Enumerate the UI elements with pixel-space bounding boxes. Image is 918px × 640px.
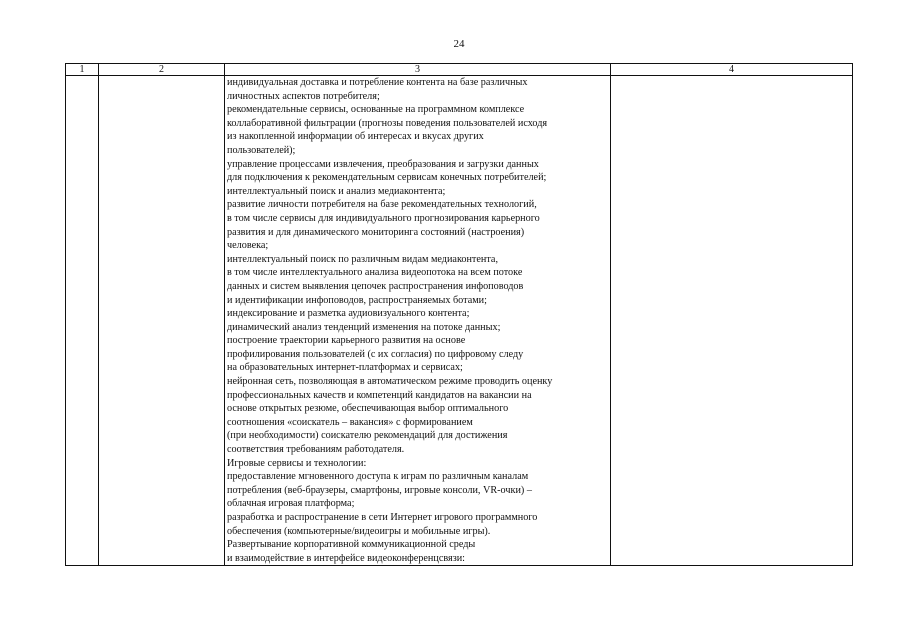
text-line: разработка и распространение в сети Интернет игрового программного [227,512,538,523]
text-line: развитие личности потребителя на базе рекомендательных технологий, [227,199,537,211]
text-line: управление процессами извлечения, преобразования и загрузки данных [227,158,539,170]
text-line: и взаимодействие в интерфейсе видеоконференцсвязи: [227,552,466,564]
text-line: в том числе сервисы для индивидуального прогнозирования карьерного [227,212,540,224]
text-line: обеспечения (компьютерные/видеоигры и мобильные игры). [227,525,491,537]
document-table [65,63,853,566]
text-line: из накопленной информации об интересах и вкусах других [227,131,484,143]
text-line: профилирования пользователей (с их согласия) по цифровому следу [227,348,524,360]
column-3-content [225,76,610,565]
table-header-row [66,64,853,76]
text-line: интеллектуальный поиск и анализ медиаконтента; [227,185,446,197]
page-number: 24 [453,38,465,50]
text-line: и идентификации инфоповодов, распространяемых ботами; [227,294,487,306]
text-line: индивидуальная доставка и потребление контента на базе различных [227,77,528,88]
text-line: динамический анализ тенденций изменения на потоке данных; [227,321,501,333]
text-line: Развертывание корпоративной коммуникационной среды [227,539,476,551]
text-line: предоставление мгновенного доступа к играм по различным каналам [227,471,529,483]
text-line: потребления (веб-браузеры, смартфоны, игровые консоли, VR-очки) – [227,484,532,496]
text-line: человека; [227,240,269,252]
text-line: соответствия требованиям работодателя. [227,444,405,456]
text-line: индексирование и разметка аудиовизуального контента; [227,308,470,320]
text-line: облачная игровая платформа; [227,498,355,510]
text-line: интеллектуальный поиск по различным видам медиаконтента, [227,253,498,265]
text-line: нейронная сеть, позволяющая в автоматическом режиме проводить оценку [227,376,553,388]
column-header-1: 1 [66,64,99,76]
text-line: Игровые сервисы и технологии: [227,457,367,469]
text-line: пользователей); [227,144,296,156]
text-line: для подключения к рекомендательным сервисам конечных потребителей; [227,172,547,184]
text-line: данных и систем выявления цепочек распространения инфоповодов [227,280,524,292]
cell-column-1 [66,76,99,566]
text-line: (при необходимости) соискателю рекомендаций для достижения [227,430,508,442]
column-header-3: 3 [225,64,611,76]
column-header-4: 4 [611,64,853,76]
cell-column-3 [225,76,611,566]
text-line: рекомендательные сервисы, основанные на программном комплексе [227,104,525,116]
text-line: развития и для динамического мониторинга состояний (настроения) [227,226,525,238]
table-row [66,76,853,566]
text-line: коллаборативной фильтрации (прогнозы поведения пользователей исходя [227,117,548,129]
text-line: профессиональных качеств и компетенций кандидатов на вакансии на [227,389,532,401]
text-line: соотношения «соискатель – вакансия» с формированием [227,416,473,428]
cell-column-4 [611,76,853,566]
text-line: личностных аспектов потребителя; [227,90,380,102]
text-line: основе открытых резюме, обеспечивающая выбор оптимального [227,403,509,415]
column-header-2: 2 [99,64,225,76]
text-line: в том числе интеллектуального анализа видеопотока на всем потоке [227,267,523,279]
text-line: на образовательных интернет-платформах и сервисах; [227,362,463,374]
text-line: построение траектории карьерного развития на основе [227,335,466,347]
cell-column-2 [99,76,225,566]
